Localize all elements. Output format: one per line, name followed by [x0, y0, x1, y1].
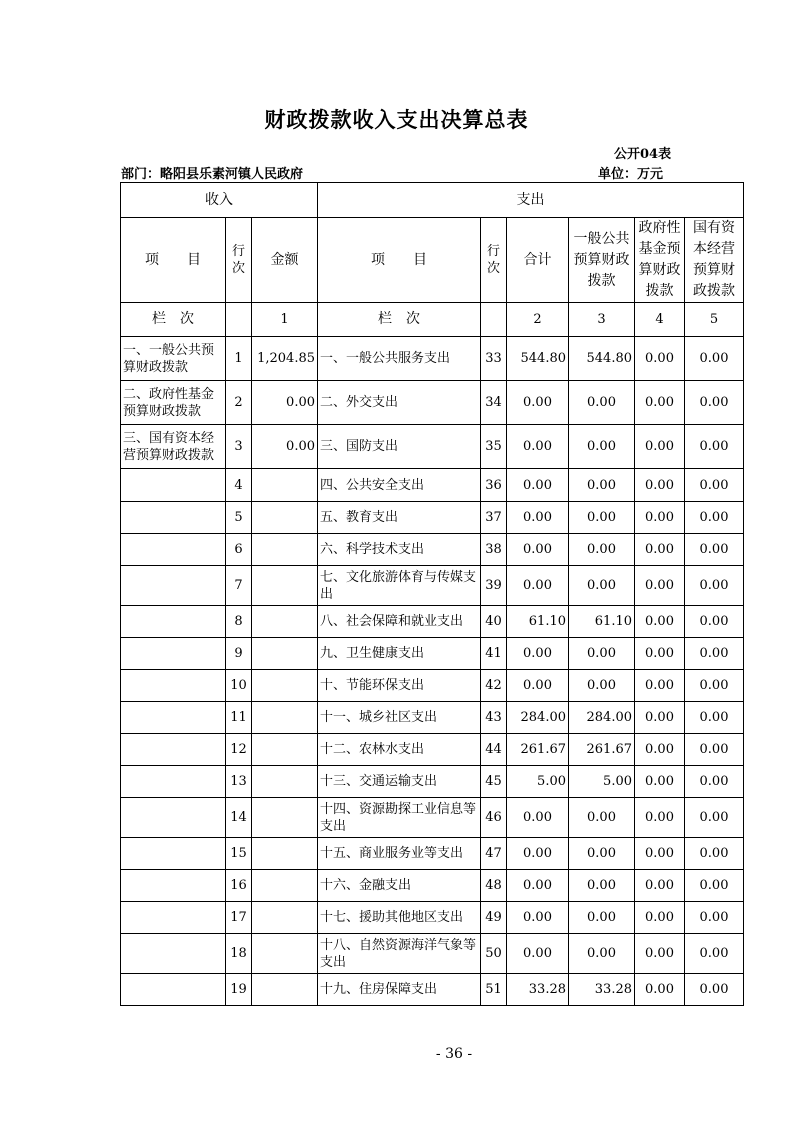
- expense-row-no: 41: [481, 638, 507, 670]
- expense-row-no: 49: [481, 902, 507, 934]
- state-capital-amount: 0.00: [685, 638, 744, 670]
- table-row: [121, 974, 744, 1006]
- expense-item: 十五、商业服务业等支出: [318, 838, 481, 870]
- income-row-no: 15: [226, 838, 252, 870]
- gov-fund-amount: 0.00: [635, 838, 685, 870]
- expense-total: 0.00: [507, 425, 569, 469]
- gov-fund-amount: 0.00: [635, 870, 685, 902]
- income-amount: [252, 734, 318, 766]
- income-item: 一、一般公共预算财政拨款: [121, 337, 226, 381]
- table-row: [121, 381, 744, 425]
- income-item: 二、政府性基金预算财政拨款: [121, 381, 226, 425]
- state-capital-amount: 0.00: [685, 934, 744, 974]
- gov-fund-amount: 0.00: [635, 934, 685, 974]
- income-item-header: 项 目: [121, 218, 226, 303]
- state-capital-amount: 0.00: [685, 838, 744, 870]
- expense-item-header: 项 目: [318, 218, 481, 303]
- expense-item: 十四、资源勘探工业信息等支出: [318, 798, 481, 838]
- state-capital-amount: 0.00: [685, 798, 744, 838]
- income-amount: [252, 534, 318, 566]
- expense-row-no: 48: [481, 870, 507, 902]
- expense-item: 一、一般公共服务支出: [318, 337, 481, 381]
- table-body: [121, 183, 744, 1006]
- expense-total: 284.00: [507, 702, 569, 734]
- income-row-no: 4: [226, 469, 252, 502]
- income-amount: [252, 766, 318, 798]
- income-row-no: 14: [226, 798, 252, 838]
- expense-item: 十三、交通运输支出: [318, 766, 481, 798]
- gov-fund-amount: 0.00: [635, 337, 685, 381]
- column-label: 栏 次: [121, 303, 226, 337]
- gov-fund-amount: 0.00: [635, 381, 685, 425]
- gov-fund-amount: 0.00: [635, 902, 685, 934]
- gov-fund-amount: 0.00: [635, 469, 685, 502]
- income-item: [121, 838, 226, 870]
- general-budget-amount: 0.00: [569, 502, 635, 534]
- income-amount: [252, 974, 318, 1006]
- income-row-no: 9: [226, 638, 252, 670]
- income-row-no: 11: [226, 702, 252, 734]
- state-capital-amount: 0.00: [685, 734, 744, 766]
- page-title: 财政拨款收入支出决算总表: [264, 107, 529, 132]
- general-budget-amount: 61.10: [569, 606, 635, 638]
- table-row: [121, 902, 744, 934]
- expense-total: 261.67: [507, 734, 569, 766]
- income-amount: [252, 606, 318, 638]
- income-amount: [252, 502, 318, 534]
- table-row: [121, 606, 744, 638]
- column-blank-2: [481, 303, 507, 337]
- expense-item: 十二、农林水支出: [318, 734, 481, 766]
- expense-total: 0.00: [507, 838, 569, 870]
- state-capital-amount: 0.00: [685, 606, 744, 638]
- income-amount: [252, 870, 318, 902]
- income-item: [121, 502, 226, 534]
- expense-total: 0.00: [507, 566, 569, 606]
- expense-header: 支出: [318, 183, 744, 218]
- income-amount: [252, 638, 318, 670]
- gov-fund-amount: 0.00: [635, 734, 685, 766]
- income-item: 三、国有资本经营预算财政拨款: [121, 425, 226, 469]
- income-row-no: 19: [226, 974, 252, 1006]
- column-label-2: 栏 次: [318, 303, 481, 337]
- header-row-top: [121, 183, 744, 218]
- expense-item: 六、科学技术支出: [318, 534, 481, 566]
- expense-item: 三、国防支出: [318, 425, 481, 469]
- expense-total: 5.00: [507, 766, 569, 798]
- page-number-text: - 36 -: [435, 1046, 473, 1062]
- income-item: [121, 870, 226, 902]
- income-row-no: 8: [226, 606, 252, 638]
- income-amount: [252, 469, 318, 502]
- state-capital-amount: 0.00: [685, 534, 744, 566]
- income-row-no: 18: [226, 934, 252, 974]
- expense-row-no: 50: [481, 934, 507, 974]
- column-number-3: 3: [569, 303, 635, 337]
- table-row: [121, 638, 744, 670]
- column-number-1: 1: [252, 303, 318, 337]
- table-row: [121, 870, 744, 902]
- gov-fund-amount: 0.00: [635, 798, 685, 838]
- state-capital-amount: 0.00: [685, 766, 744, 798]
- gov-fund-amount: 0.00: [635, 670, 685, 702]
- general-budget-amount: 0.00: [569, 381, 635, 425]
- general-budget-amount: 33.28: [569, 974, 635, 1006]
- expense-item: 十、节能环保支出: [318, 670, 481, 702]
- table-row: [121, 934, 744, 974]
- general-budget-amount: 5.00: [569, 766, 635, 798]
- expense-item: 十六、金融支出: [318, 870, 481, 902]
- gov-fund-amount: 0.00: [635, 974, 685, 1006]
- income-row-no: 12: [226, 734, 252, 766]
- expense-item: 五、教育支出: [318, 502, 481, 534]
- income-row-no: 3: [226, 425, 252, 469]
- income-row-no: 16: [226, 870, 252, 902]
- income-item: [121, 469, 226, 502]
- expense-total: 33.28: [507, 974, 569, 1006]
- table-row: [121, 502, 744, 534]
- amount-header: 金额: [252, 218, 318, 303]
- general-budget-amount: 0.00: [569, 838, 635, 870]
- expense-total: 0.00: [507, 798, 569, 838]
- state-capital-amount: 0.00: [685, 502, 744, 534]
- expense-item: 七、文化旅游体育与传媒支出: [318, 566, 481, 606]
- income-amount: 0.00: [252, 425, 318, 469]
- income-row-no: 2: [226, 381, 252, 425]
- gov-fund-amount: 0.00: [635, 702, 685, 734]
- income-item: [121, 670, 226, 702]
- expense-total: 0.00: [507, 870, 569, 902]
- expense-total: 0.00: [507, 902, 569, 934]
- income-item: [121, 534, 226, 566]
- state-capital-amount: 0.00: [685, 702, 744, 734]
- table-row: [121, 469, 744, 502]
- income-amount: [252, 566, 318, 606]
- expense-item: 四、公共安全支出: [318, 469, 481, 502]
- expense-item: 十八、自然资源海洋气象等支出: [318, 934, 481, 974]
- gov-fund-amount: 0.00: [635, 425, 685, 469]
- table-row: [121, 425, 744, 469]
- income-item: [121, 606, 226, 638]
- gov-fund-header: 政府性基金预算财政拨款: [635, 218, 685, 303]
- general-budget-amount: 544.80: [569, 337, 635, 381]
- table-row: [121, 798, 744, 838]
- income-item: [121, 974, 226, 1006]
- general-budget-amount: 0.00: [569, 902, 635, 934]
- table-row: [121, 337, 744, 381]
- state-capital-amount: 0.00: [685, 870, 744, 902]
- column-blank: [226, 303, 252, 337]
- expense-item: 二、外交支出: [318, 381, 481, 425]
- budget-table: [120, 182, 744, 1006]
- expense-item: 八、社会保障和就业支出: [318, 606, 481, 638]
- general-budget-amount: 0.00: [569, 566, 635, 606]
- income-item: [121, 566, 226, 606]
- expense-total: 0.00: [507, 534, 569, 566]
- expense-row-no: 38: [481, 534, 507, 566]
- expense-row-no: 44: [481, 734, 507, 766]
- expense-row-no: 47: [481, 838, 507, 870]
- state-capital-amount: 0.00: [685, 381, 744, 425]
- table-row: [121, 734, 744, 766]
- gov-fund-amount: 0.00: [635, 766, 685, 798]
- expense-row-no: 51: [481, 974, 507, 1006]
- expense-total: 544.80: [507, 337, 569, 381]
- general-budget-amount: 0.00: [569, 469, 635, 502]
- gov-fund-amount: 0.00: [635, 534, 685, 566]
- expense-total: 0.00: [507, 469, 569, 502]
- table-row: [121, 838, 744, 870]
- table-row: [121, 534, 744, 566]
- general-budget-header: 一般公共预算财政拨款: [569, 218, 635, 303]
- income-amount: [252, 798, 318, 838]
- state-capital-amount: 0.00: [685, 566, 744, 606]
- expense-total: 0.00: [507, 381, 569, 425]
- gov-fund-amount: 0.00: [635, 502, 685, 534]
- income-row-no: 1: [226, 337, 252, 381]
- column-number-2: 2: [507, 303, 569, 337]
- general-budget-amount: 0.00: [569, 870, 635, 902]
- state-capital-amount: 0.00: [685, 469, 744, 502]
- general-budget-amount: 0.00: [569, 638, 635, 670]
- income-amount: [252, 670, 318, 702]
- column-number-5: 5: [685, 303, 744, 337]
- income-amount: 0.00: [252, 381, 318, 425]
- gov-fund-amount: 0.00: [635, 566, 685, 606]
- expense-total: 0.00: [507, 670, 569, 702]
- income-item: [121, 734, 226, 766]
- income-row-no: 7: [226, 566, 252, 606]
- income-item: [121, 766, 226, 798]
- header-row-columns: [121, 218, 744, 303]
- state-capital-amount: 0.00: [685, 670, 744, 702]
- general-budget-amount: 0.00: [569, 425, 635, 469]
- general-budget-amount: 0.00: [569, 798, 635, 838]
- page-number: [0, 1046, 793, 1062]
- income-header: 收入: [121, 183, 318, 218]
- table-row: [121, 766, 744, 798]
- expense-row-no: 46: [481, 798, 507, 838]
- state-capital-amount: 0.00: [685, 425, 744, 469]
- expense-row-no: 34: [481, 381, 507, 425]
- income-item: [121, 702, 226, 734]
- general-budget-amount: 0.00: [569, 670, 635, 702]
- income-item: [121, 934, 226, 974]
- unit-label: 单位：万元: [598, 167, 664, 182]
- expense-row-no: 45: [481, 766, 507, 798]
- expense-total: 0.00: [507, 934, 569, 974]
- gov-fund-amount: 0.00: [635, 638, 685, 670]
- income-amount: [252, 902, 318, 934]
- expense-row-no: 42: [481, 670, 507, 702]
- general-budget-amount: 284.00: [569, 702, 635, 734]
- column-number-row: [121, 303, 744, 337]
- income-amount: [252, 838, 318, 870]
- expense-total: 0.00: [507, 638, 569, 670]
- total-header: 合计: [507, 218, 569, 303]
- income-row-no: 5: [226, 502, 252, 534]
- expense-row-no-header: 行次: [481, 218, 507, 303]
- income-item: [121, 798, 226, 838]
- state-capital-header: 国有资本经营预算财政拨款: [685, 218, 744, 303]
- general-budget-amount: 261.67: [569, 734, 635, 766]
- table-row: [121, 702, 744, 734]
- expense-row-no: 35: [481, 425, 507, 469]
- expense-row-no: 43: [481, 702, 507, 734]
- gov-fund-amount: 0.00: [635, 606, 685, 638]
- expense-row-no: 39: [481, 566, 507, 606]
- income-row-no: 17: [226, 902, 252, 934]
- department-label: 部门：略阳县乐素河镇人民政府: [121, 167, 304, 182]
- general-budget-amount: 0.00: [569, 934, 635, 974]
- table-row: [121, 670, 744, 702]
- expense-item: 十七、援助其他地区支出: [318, 902, 481, 934]
- income-amount: [252, 934, 318, 974]
- expense-item: 九、卫生健康支出: [318, 638, 481, 670]
- expense-total: 61.10: [507, 606, 569, 638]
- income-row-no-header: 行次: [226, 218, 252, 303]
- expense-item: 十九、住房保障支出: [318, 974, 481, 1006]
- expense-row-no: 40: [481, 606, 507, 638]
- income-row-no: 10: [226, 670, 252, 702]
- income-item: [121, 638, 226, 670]
- table-row: [121, 566, 744, 606]
- income-item: [121, 902, 226, 934]
- state-capital-amount: 0.00: [685, 974, 744, 1006]
- income-amount: [252, 702, 318, 734]
- expense-item: 十一、城乡社区支出: [318, 702, 481, 734]
- expense-row-no: 37: [481, 502, 507, 534]
- state-capital-amount: 0.00: [685, 902, 744, 934]
- general-budget-amount: 0.00: [569, 534, 635, 566]
- income-row-no: 13: [226, 766, 252, 798]
- column-number-4: 4: [635, 303, 685, 337]
- state-capital-amount: 0.00: [685, 337, 744, 381]
- form-code: 公开04表: [614, 147, 672, 162]
- expense-row-no: 33: [481, 337, 507, 381]
- income-row-no: 6: [226, 534, 252, 566]
- expense-total: 0.00: [507, 502, 569, 534]
- expense-row-no: 36: [481, 469, 507, 502]
- income-amount: 1,204.85: [252, 337, 318, 381]
